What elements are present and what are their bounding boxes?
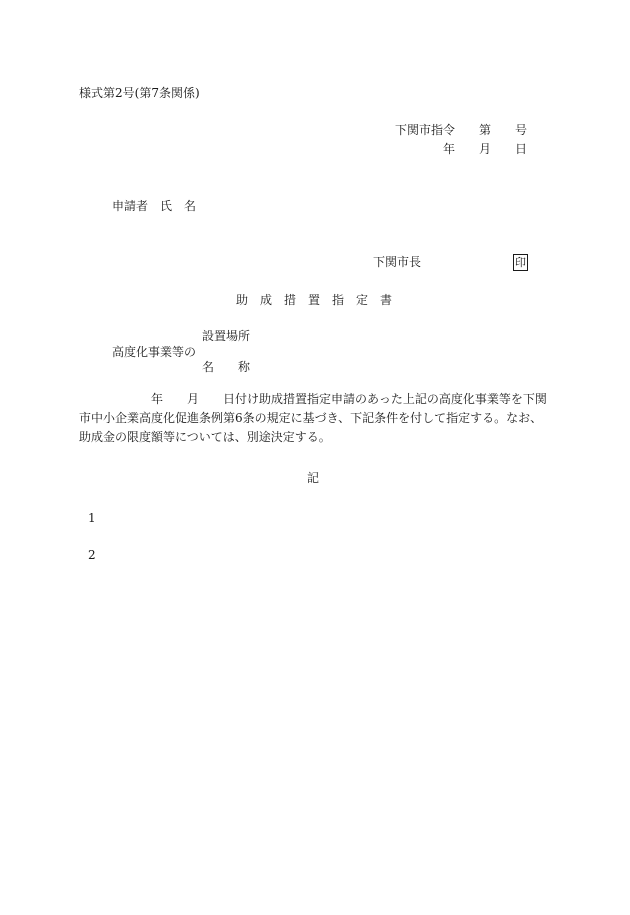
condition-item-1: 1 <box>88 511 96 525</box>
project-name-field: 名 称 <box>202 360 251 374</box>
body-paragraph: 年 月 日付け助成措置指定申請のあった上記の高度化事業等を下関市中小企業高度化促進条例第6条の規定に基づき、下記条件を付して指定する。なお、助成金の限度額等については、別途決定する。 <box>79 392 547 444</box>
form-number-label: 様式第2号(第7条関係) <box>79 86 200 100</box>
seal-icon: 印 <box>515 256 526 269</box>
condition-item-2: 2 <box>88 548 96 562</box>
mayor-signature: 下関市長 <box>373 255 422 269</box>
issue-date: 年 月 日 <box>442 142 527 156</box>
project-location-field: 設置場所 <box>202 329 251 343</box>
project-label: 高度化事業等の <box>112 345 197 359</box>
reference-number: 下関市指令 第 号 <box>394 123 527 137</box>
applicant-name-line: 申請者 氏 名 <box>112 199 197 213</box>
ki-heading: 記 <box>307 471 320 485</box>
document-title: 助 成 措 置 指 定 書 <box>236 293 393 307</box>
